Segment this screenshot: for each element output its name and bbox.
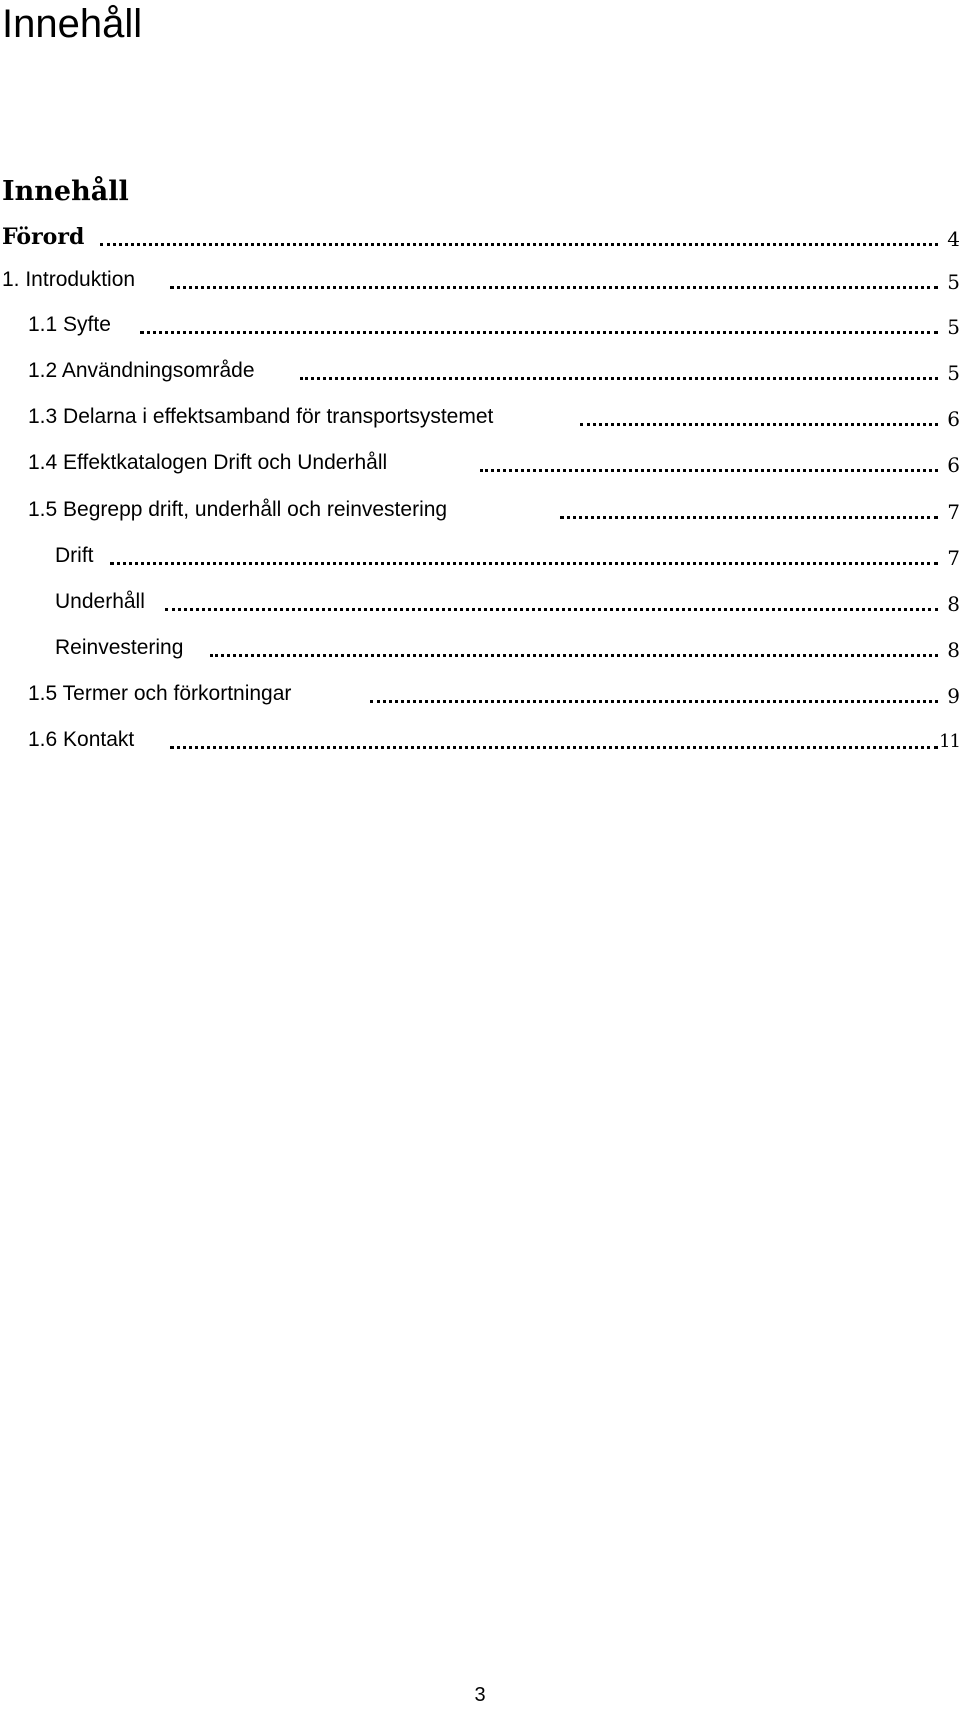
toc-entry-forord[interactable] xyxy=(0,219,960,253)
toc-leader-dots xyxy=(170,743,938,749)
page-heading: Innehåll xyxy=(2,2,143,46)
toc-entry-drift[interactable] xyxy=(0,538,960,572)
toc-leader-dots xyxy=(480,466,938,472)
toc-leader-dots xyxy=(370,697,938,703)
toc-entry-page: 8 xyxy=(938,637,960,663)
toc-entry-kontakt[interactable] xyxy=(0,722,960,756)
toc-entry-page: 6 xyxy=(938,406,960,432)
toc-leader-dots xyxy=(140,328,938,334)
toc-entry-page: 5 xyxy=(938,360,960,386)
toc-entry-page: 11 xyxy=(938,729,960,755)
toc-leader-dots xyxy=(100,240,938,246)
toc-entry-label: 1. Introduktion xyxy=(2,268,136,291)
toc-entry-page: 9 xyxy=(938,683,960,709)
toc-entry-syfte[interactable] xyxy=(0,307,960,341)
toc-entry-label: Förord xyxy=(2,224,85,250)
toc-entry-label: 1.5 Termer och förkortningar xyxy=(28,682,292,705)
toc-entry-label: 1.2 Användningsområde xyxy=(28,359,255,382)
toc-entry-label: 1.6 Kontakt xyxy=(28,728,135,751)
toc-leader-dots xyxy=(210,651,938,657)
toc-leader-dots xyxy=(170,283,938,289)
page-number: 3 xyxy=(474,1684,486,1706)
toc-entry-underhall[interactable] xyxy=(0,584,960,618)
toc-entry-page: 5 xyxy=(938,269,960,295)
toc-title: Innehåll xyxy=(2,176,129,207)
toc-entry-page: 7 xyxy=(938,499,960,525)
toc-entry-label: 1.4 Effektkatalogen Drift och Underhåll xyxy=(28,451,388,474)
toc-entry-page: 8 xyxy=(938,591,960,617)
toc-entry-page: 4 xyxy=(938,226,960,252)
toc-entry-effektkatalogen[interactable] xyxy=(0,445,960,479)
toc-entry-label: 1.3 Delarna i effektsamband för transportsystemet xyxy=(28,405,494,428)
toc-entry-page: 6 xyxy=(938,452,960,478)
toc-leader-dots xyxy=(580,420,938,426)
toc-entry-introduktion[interactable] xyxy=(0,262,960,296)
toc-entry-reinvestering[interactable] xyxy=(0,630,960,664)
toc-entry-label: 1.5 Begrepp drift, underhåll och reinvestering xyxy=(28,498,448,521)
toc-entry-delarna[interactable] xyxy=(0,399,960,433)
toc-leader-dots xyxy=(165,605,938,611)
toc-entry-page: 5 xyxy=(938,314,960,340)
toc-entry-label: Drift xyxy=(55,544,94,567)
toc-entry-page: 7 xyxy=(938,545,960,571)
toc-entry-begrepp[interactable] xyxy=(0,492,960,526)
toc-leader-dots xyxy=(560,513,938,519)
toc-leader-dots xyxy=(110,559,938,565)
toc-entry-label: Reinvestering xyxy=(55,636,184,659)
toc-entry-label: Underhåll xyxy=(55,590,145,613)
toc-leader-dots xyxy=(300,374,938,380)
toc-entry-anvandningsomrade[interactable] xyxy=(0,353,960,387)
toc-entry-termer[interactable] xyxy=(0,676,960,710)
toc-entry-label: 1.1 Syfte xyxy=(28,313,111,336)
